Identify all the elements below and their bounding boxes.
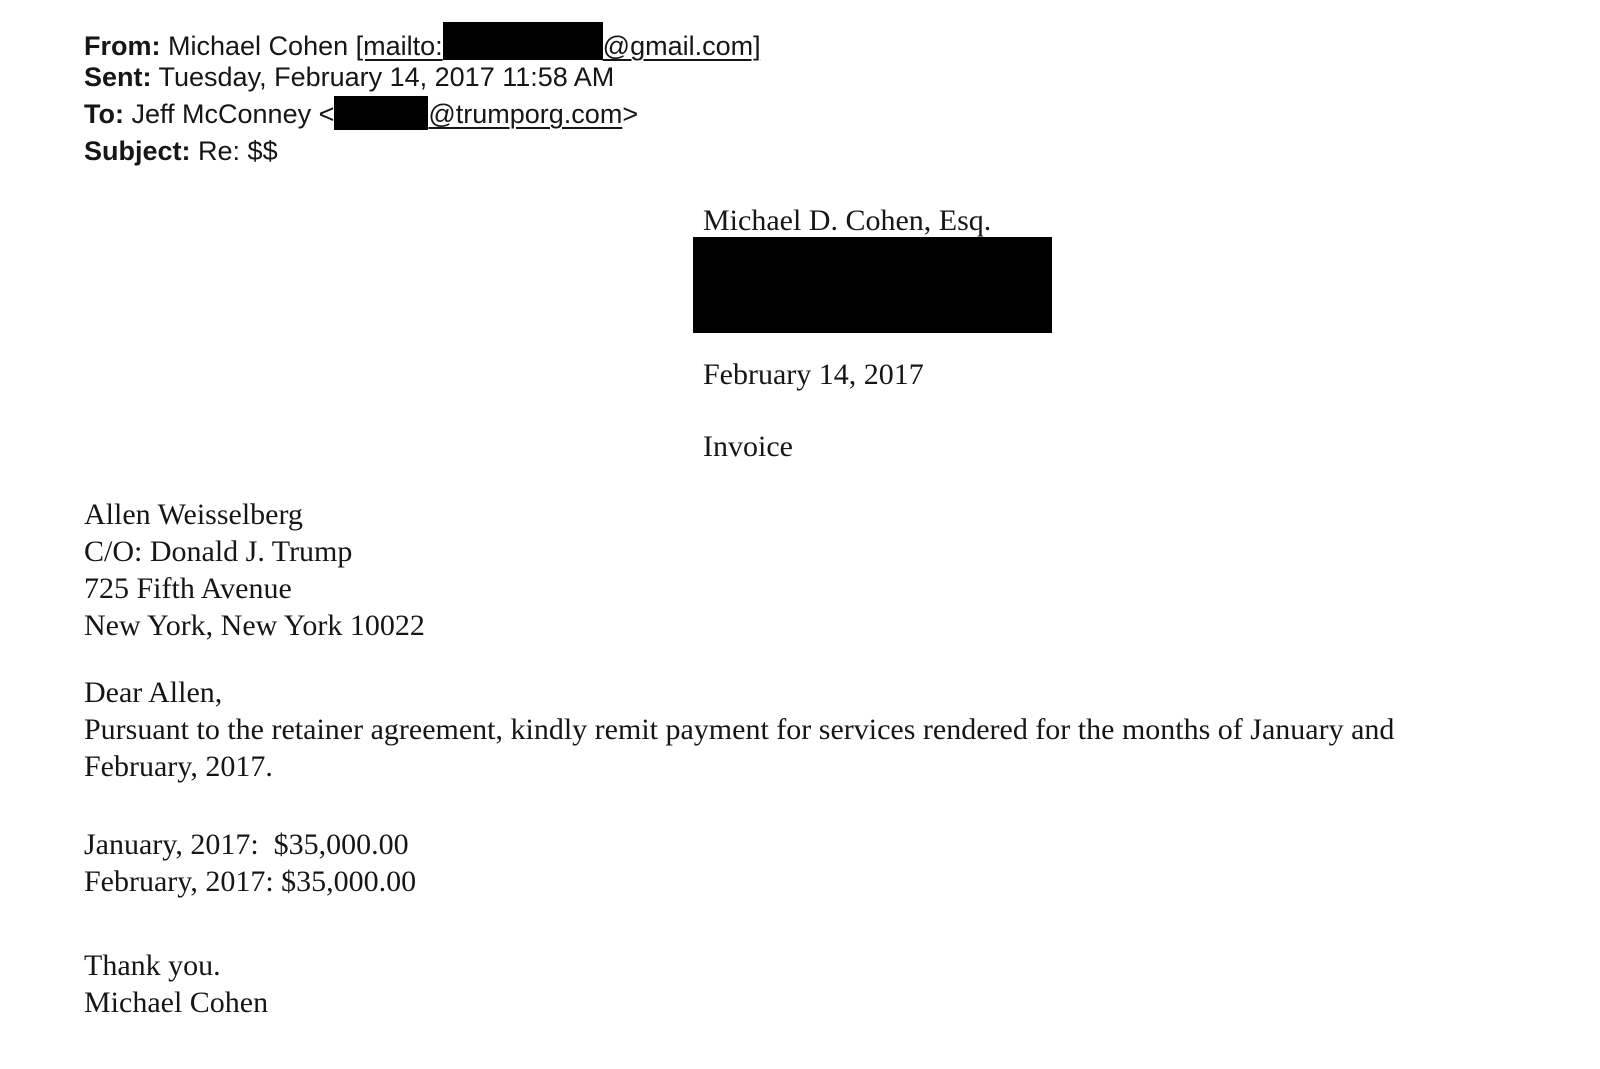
closing: Thank you. <box>84 949 221 982</box>
email-subject-line <box>84 133 761 170</box>
email-header <box>84 22 761 170</box>
to-bracket-close: > <box>622 99 639 129</box>
sender-name: Michael D. Cohen, Esq. <box>703 204 992 237</box>
to-email-link[interactable] <box>334 99 622 129</box>
invoice-item-february: February, 2017: $35,000.00 <box>84 865 417 898</box>
letter-body <box>84 496 1504 1021</box>
spacer <box>84 900 1504 947</box>
redaction-box-from-email <box>443 22 603 60</box>
letter-date: February 14, 2017 <box>703 358 924 391</box>
letter-title: Invoice <box>703 430 793 463</box>
salutation: Dear Allen, <box>84 676 223 709</box>
letterhead <box>703 203 1052 465</box>
to-label: To: <box>84 99 124 129</box>
from-mailto-prefix: [mailto: <box>355 31 443 61</box>
invoice-item-january: January, 2017: $35,000.00 <box>84 828 409 861</box>
email-from-line <box>84 22 761 59</box>
body-paragraph-line-2: February, 2017. <box>84 750 273 783</box>
spacer <box>84 785 1504 826</box>
from-email-domain: @gmail.com] <box>602 31 761 61</box>
from-name: Michael Cohen <box>168 31 349 61</box>
sent-value: Tuesday, February 14, 2017 11:58 AM <box>158 62 615 92</box>
recipient-care-of: C/O: Donald J. Trump <box>84 535 353 568</box>
spacer <box>84 644 1504 674</box>
to-name: Jeff McConney < <box>131 99 335 129</box>
email-to-line <box>84 96 761 133</box>
recipient-name: Allen Weisselberg <box>84 498 303 531</box>
redaction-box-to-email <box>334 96 428 130</box>
recipient-city: New York, New York 10022 <box>84 609 425 642</box>
sent-label: Sent: <box>84 62 152 92</box>
subject-value: Re: $$ <box>198 136 278 166</box>
subject-label: Subject: <box>84 136 191 166</box>
body-paragraph-line-1: Pursuant to the retainer agreement, kindly remit payment for services rendered for the months of January and <box>84 713 1395 746</box>
signature: Michael Cohen <box>84 986 269 1019</box>
recipient-street: 725 Fifth Avenue <box>84 572 292 605</box>
email-sent-line <box>84 59 761 96</box>
to-email-domain: @trumporg.com <box>428 99 623 129</box>
redaction-box-address <box>693 237 1052 333</box>
from-label: From: <box>84 31 161 61</box>
from-mailto-link[interactable] <box>356 31 761 61</box>
